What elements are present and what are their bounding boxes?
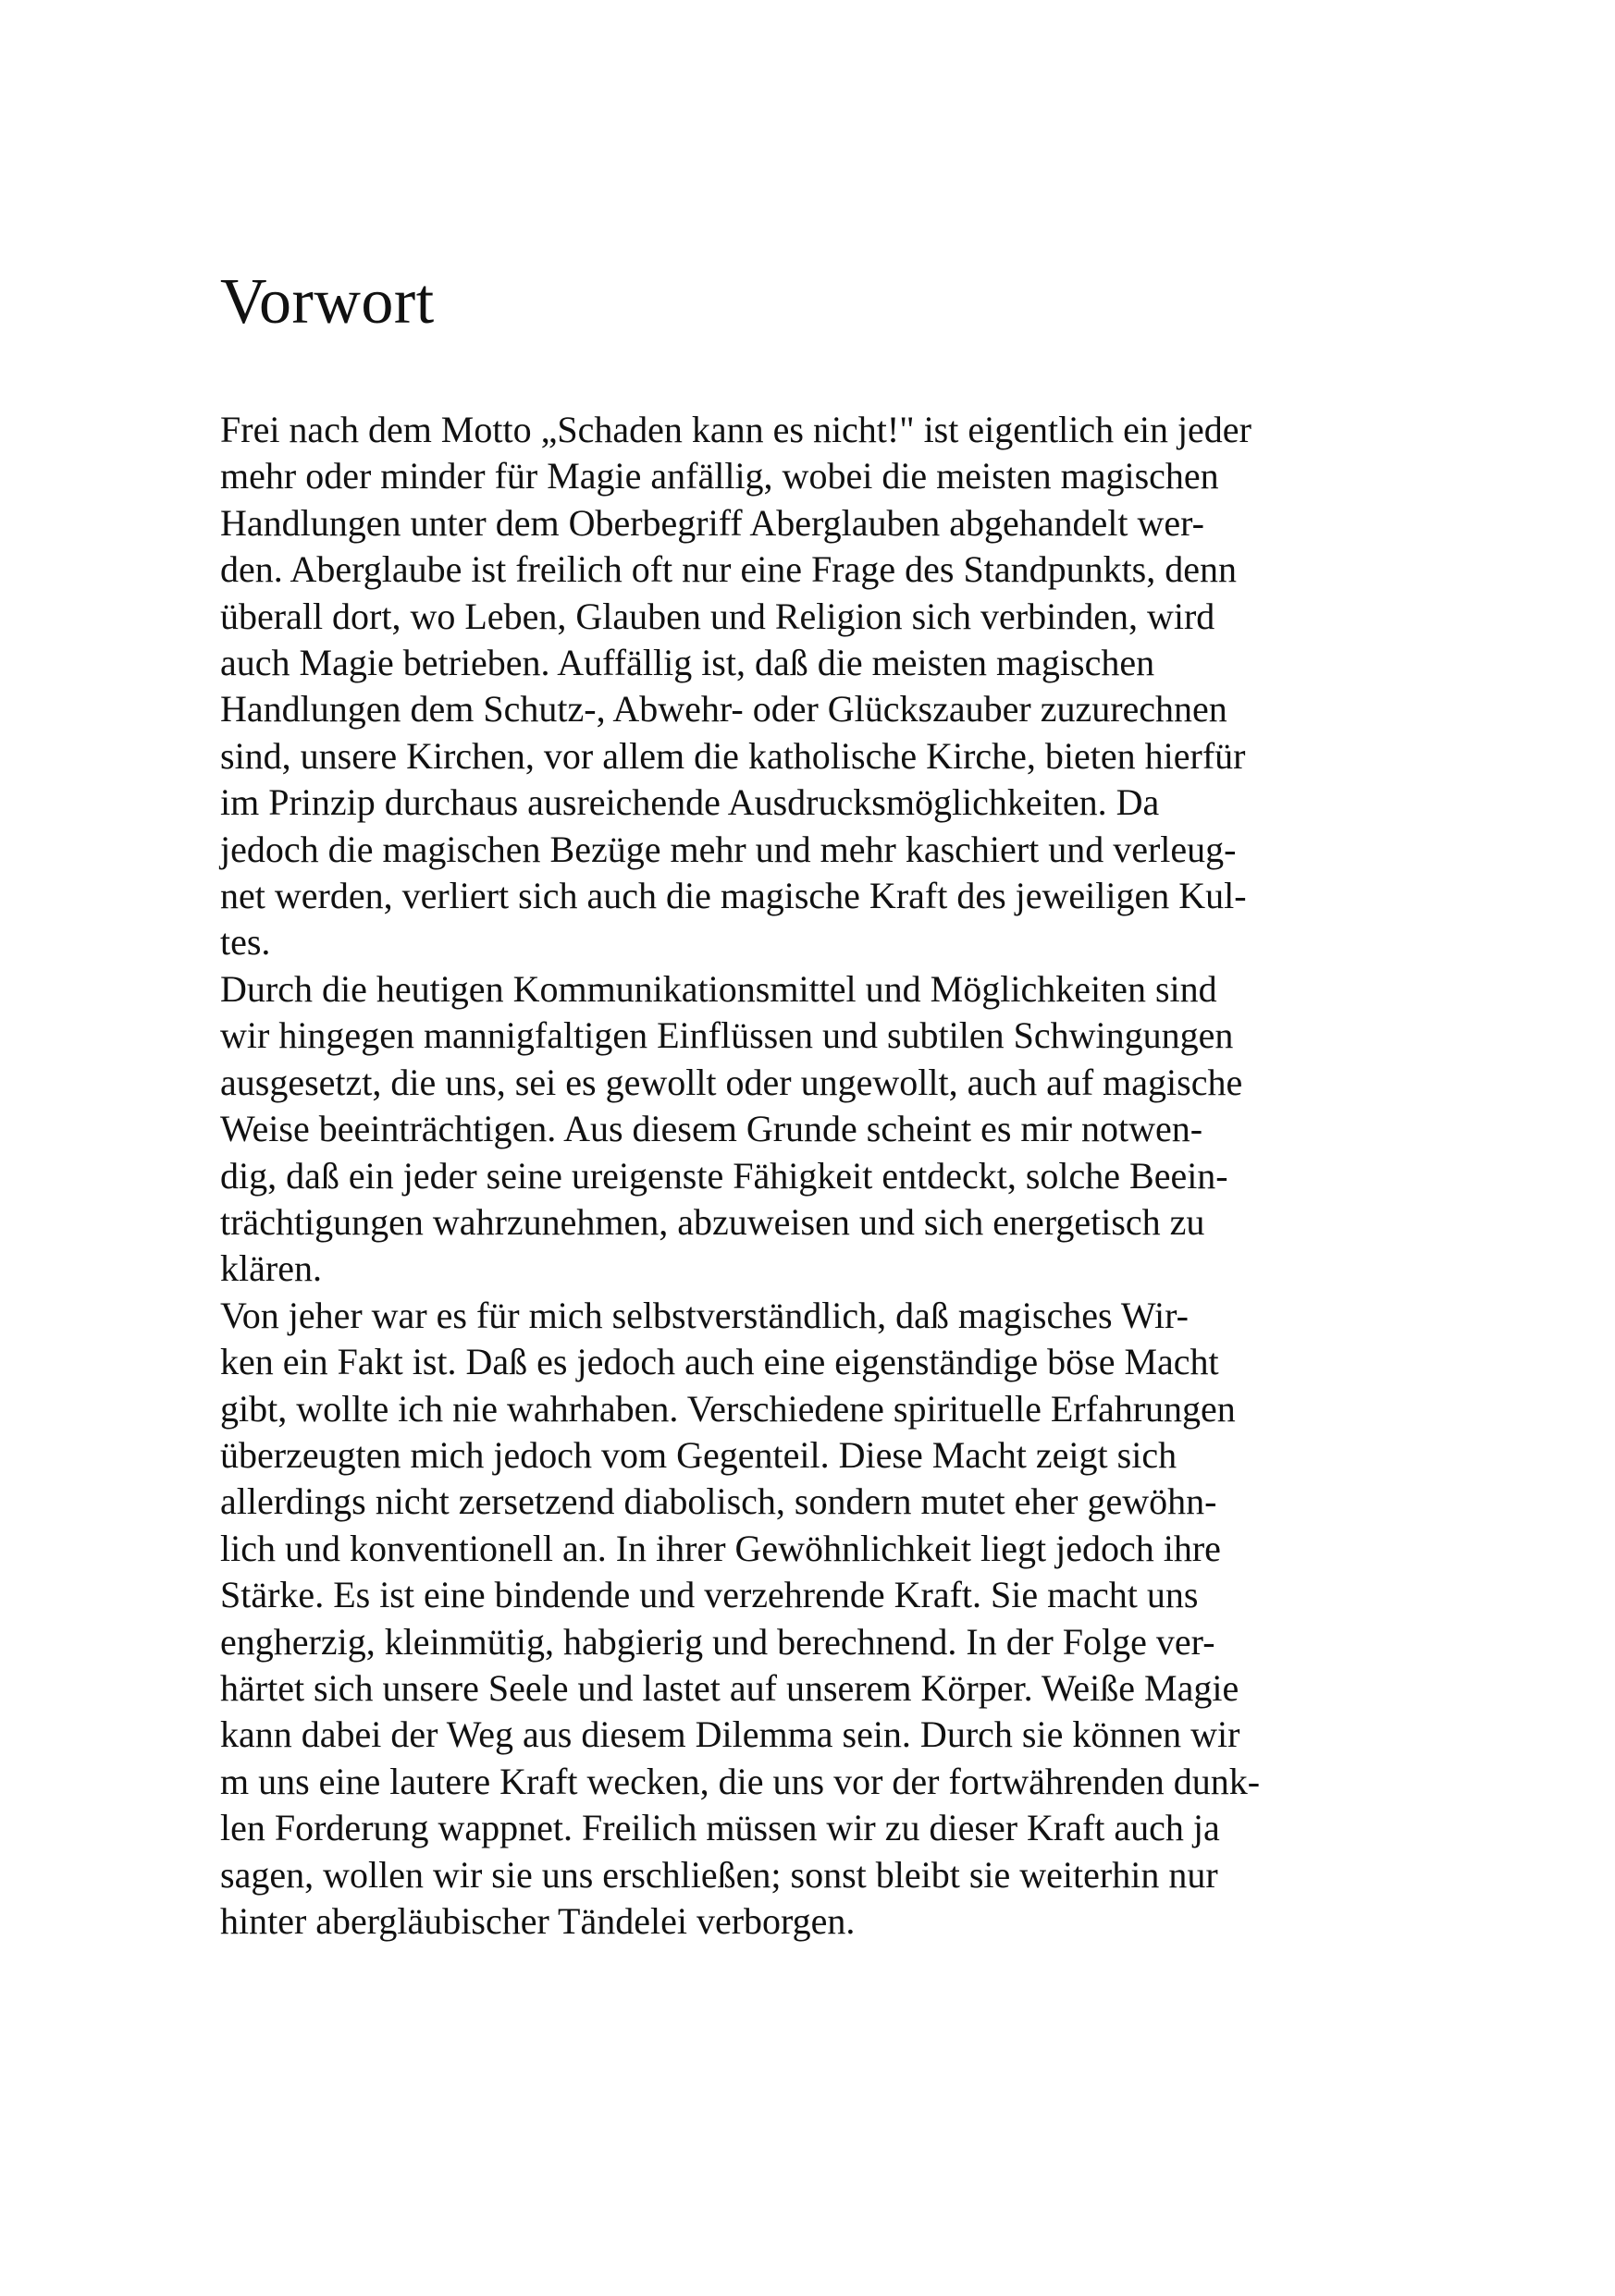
text-line: lich und konventionell an. In ihrer Gewöhnlichkeit liegt jedoch ihre <box>220 1527 1221 1569</box>
paragraph <box>220 407 1413 966</box>
text-line: den. Aberglaube ist freilich oft nur eine Frage des Standpunkts, denn <box>220 548 1238 591</box>
text-line: engherzig, kleinmütig, habgierig und berechnend. In der Folge ver- <box>220 1620 1215 1663</box>
text-line: sagen, wollen wir sie uns erschließen; sonst bleibt sie weiterhin nur <box>220 1853 1218 1896</box>
text-line: überzeugten mich jedoch vom Gegenteil. Diese Macht zeigt sich <box>220 1433 1177 1476</box>
text-line: kann dabei der Weg aus diesem Dilemma sein. Durch sie können wir <box>220 1713 1240 1756</box>
text-line: auch Magie betrieben. Auffällig ist, daß die meisten magischen <box>220 642 1155 684</box>
text-line: Durch die heutigen Kommunikationsmittel und Möglichkeiten sind <box>220 967 1217 1010</box>
text-line: Handlungen unter dem Oberbegriff Aberglauben abgehandelt wer- <box>220 501 1205 544</box>
text-line: dig, daß ein jeder seine ureigenste Fähigkeit entdeckt, solche Beein- <box>220 1154 1228 1197</box>
text-line: klären. <box>220 1247 322 1290</box>
paragraph <box>220 966 1413 1293</box>
text-line: wir hingegen mannigfaltigen Einflüssen und subtilen Schwingungen <box>220 1014 1234 1057</box>
text-line: Frei nach dem Motto „Schaden kann es nicht!" ist eigentlich ein jeder <box>220 409 1251 450</box>
text-line: gibt, wollte ich nie wahrhaben. Verschiedene spirituelle Erfahrungen <box>220 1387 1236 1430</box>
text-line: hinter abergläubischer Tändelei verborgen. <box>220 1900 856 1942</box>
body-text <box>220 407 1413 1945</box>
text-line: härtet sich unsere Seele und lastet auf unserem Körper. Weiße Magie <box>220 1666 1239 1709</box>
text-line: Von jeher war es für mich selbstverständlich, daß magisches Wir- <box>220 1294 1189 1336</box>
text-line: Weise beeinträchtigen. Aus diesem Grunde scheint es mir notwen- <box>220 1108 1203 1150</box>
text-line: net werden, verliert sich auch die magische Kraft des jeweiligen Kul- <box>220 875 1247 917</box>
text-line: ken ein Fakt ist. Daß es jedoch auch eine eigenständige böse Macht <box>220 1341 1219 1383</box>
text-line: Handlungen dem Schutz-, Abwehr- oder Glückszauber zuzurechnen <box>220 688 1227 731</box>
text-line: trächtigungen wahrzunehmen, abzuweisen und sich energetisch zu <box>220 1200 1205 1243</box>
text-line: jedoch die magischen Bezüge mehr und mehr kaschiert und verleug- <box>220 828 1237 870</box>
text-line: m uns eine lautere Kraft wecken, die uns vor der fortwährenden dunk- <box>220 1760 1261 1802</box>
text-line: im Prinzip durchaus ausreichende Ausdrucksmöglichkeiten. Da <box>220 781 1160 824</box>
text-line: Stärke. Es ist eine bindende und verzehrende Kraft. Sie macht uns <box>220 1574 1199 1616</box>
text-line: allerdings nicht zersetzend diabolisch, sondern mutet eher gewöhn- <box>220 1480 1217 1523</box>
text-line: len Forderung wappnet. Freilich müssen wir zu dieser Kraft auch ja <box>220 1807 1220 1849</box>
text-line: mehr oder minder für Magie anfällig, wobei die meisten magischen <box>220 455 1219 497</box>
paragraph <box>220 1293 1413 1946</box>
text-line: ausgesetzt, die uns, sei es gewollt oder ungewollt, auch auf magische <box>220 1061 1243 1103</box>
text-line: überall dort, wo Leben, Glauben und Religion sich verbinden, wird <box>220 595 1215 637</box>
text-line: sind, unsere Kirchen, vor allem die katholische Kirche, bieten hierfür <box>220 734 1246 777</box>
page-heading: Vorwort <box>220 266 435 338</box>
text-line: tes. <box>220 921 271 964</box>
